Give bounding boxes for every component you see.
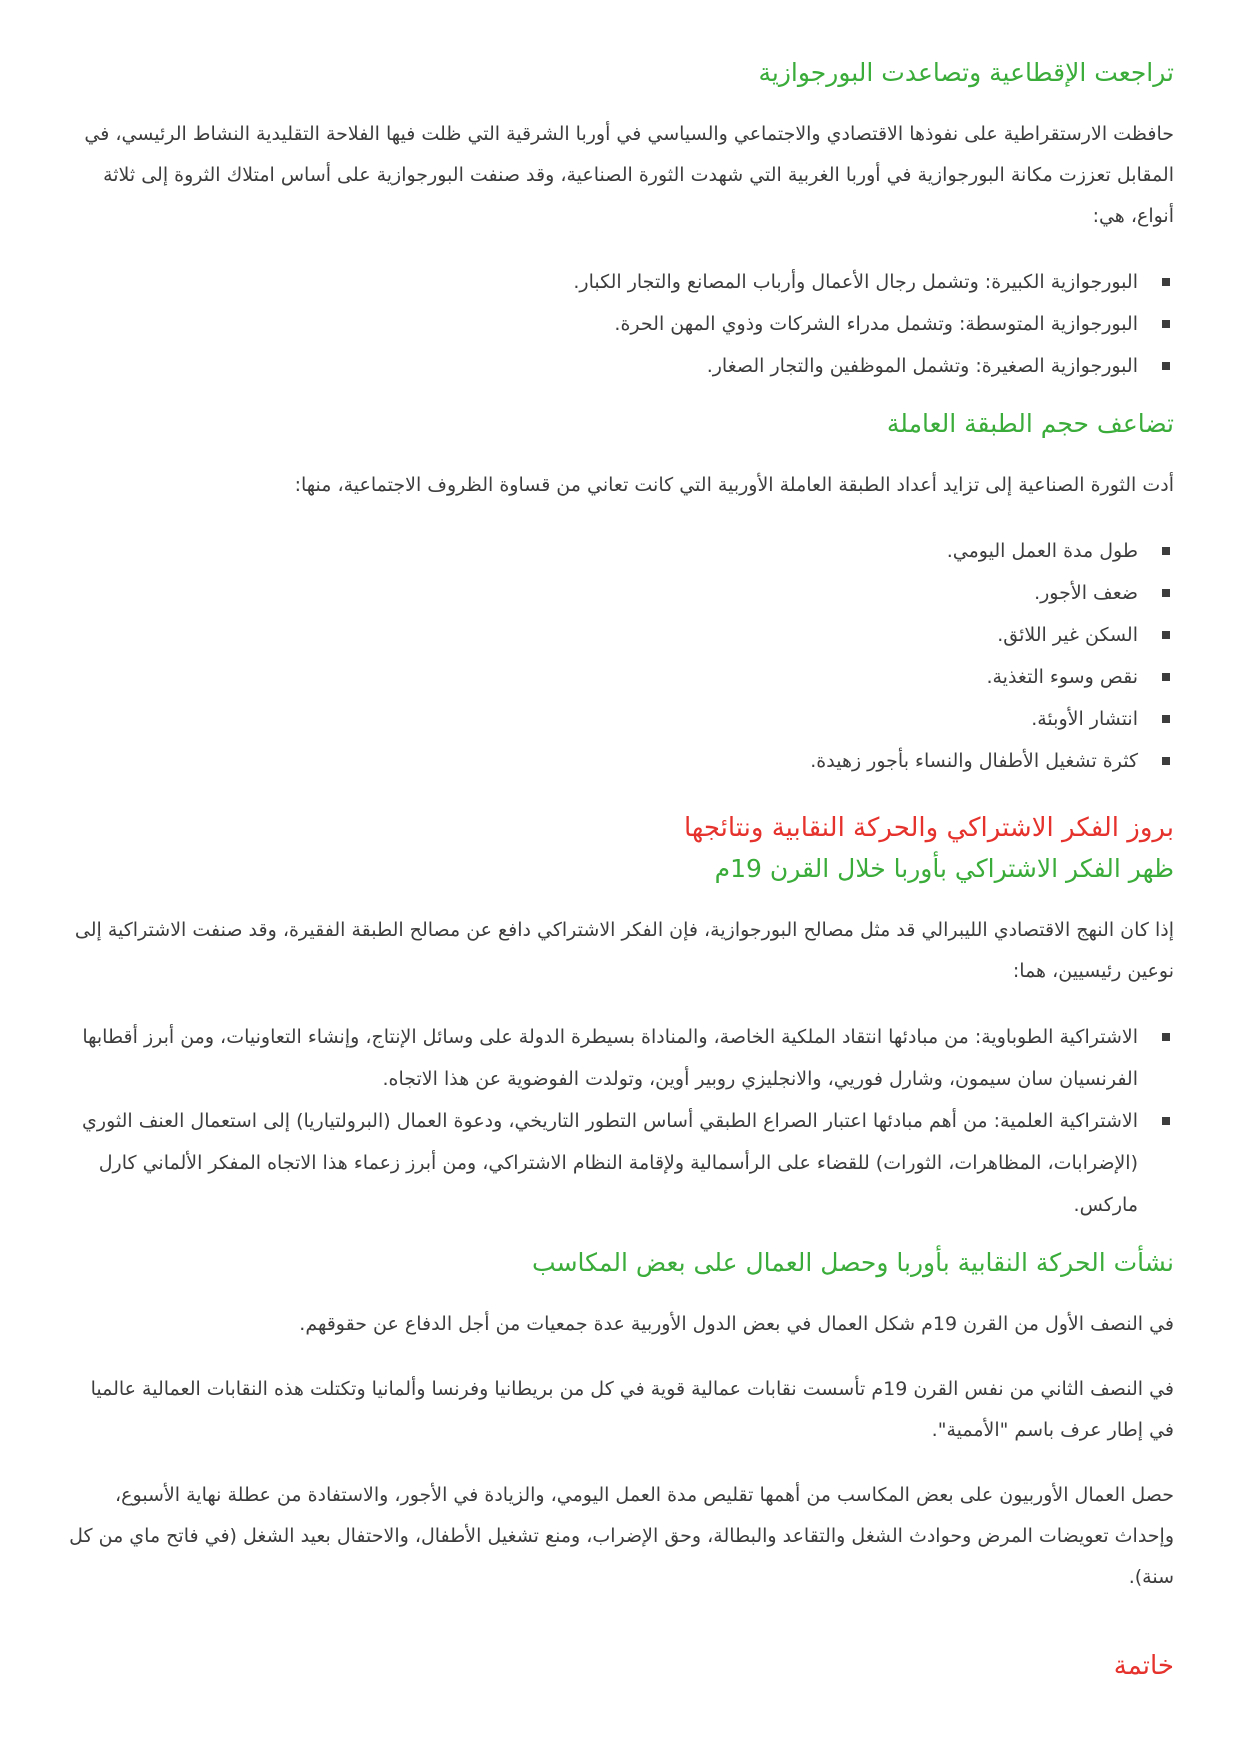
paragraph-workers-gains: حصل العمال الأوربيون على بعض المكاسب من أهمها تقليص مدة العمل اليومي، والزيادة في الأجور، والاستفادة من عطلة نهاية الأسبوع، وإحداث تعويضات المرض وحوادث الشغل والتقاعد والبطالة، وحق الإضراب، ومنع تشغيل الأطفال، والاحتفال بعيد الشغل (في فاتح ماي من كل سنة). — [69, 1484, 1174, 1588]
bourgeoisie-list — [60, 261, 1174, 387]
square-bullet-icon — [1162, 631, 1170, 639]
list-item: نقص وسوء التغذية. — [60, 656, 1174, 698]
square-bullet-icon — [1162, 320, 1170, 328]
list-item: الاشتراكية العلمية: من أهم مبادئها اعتبار الصراع الطبقي أساس التطور التاريخي، ودعوة العمال (البرولتياريا) إلى استعمال العنف الثوري (الإضرابات، المظاهرات، الثورات) للقضاء على الرأسمالية ولإقامة النظام الاشتراكي، ومن أبرز زعماء هذا الاتجاه المفكر الألماني كارل ماركس. — [60, 1100, 1174, 1226]
spacer — [60, 798, 1174, 808]
list-item: البورجوازية الكبيرة: وتشمل رجال الأعمال وأرباب المصانع والتجار الكبار. — [60, 261, 1174, 303]
main-heading-socialism: بروز الفكر الاشتراكي والحركة النقابية ونتائجها — [683, 813, 1174, 843]
square-bullet-icon — [1162, 715, 1170, 723]
square-bullet-icon — [1162, 278, 1170, 286]
square-bullet-icon — [1162, 589, 1170, 597]
list-item: البورجوازية المتوسطة: وتشمل مدراء الشركات وذوي المهن الحرة. — [60, 303, 1174, 345]
list-item: كثرة تشغيل الأطفال والنساء بأجور زهيدة. — [60, 740, 1174, 782]
section-heading-working-class: تضاعف حجم الطبقة العاملة — [886, 409, 1174, 438]
section-heading-socialist-thought: ظهر الفكر الاشتراكي بأوربا خلال القرن 19م — [714, 854, 1174, 883]
list-item: البورجوازية الصغيرة: وتشمل الموظفين والتجار الصغار. — [60, 345, 1174, 387]
paragraph-first-half-19c: في النصف الأول من القرن 19م شكل العمال في بعض الدول الأوربية عدة جمعيات من أجل الدفاع عن حقوقهم. — [299, 1313, 1174, 1335]
paragraph-industrial-revolution: أدت الثورة الصناعية إلى تزايد أعداد الطبقة العاملة الأوربية التي كانت تعاني من قساوة الظروف الاجتماعية، منها: — [294, 474, 1174, 496]
list-item: ضعف الأجور. — [60, 572, 1174, 614]
paragraph-second-half-19c: في النصف الثاني من نفس القرن 19م تأسست نقابات عمالية قوية في كل من بريطانيا وفرنسا وألمانيا وتكتلت هذه النقابات العمالية عالميا في إطار عرف باسم "الأممية". — [90, 1378, 1174, 1441]
section-heading-trade-unions: نشأت الحركة النقابية بأوربا وحصل العمال على بعض المكاسب — [532, 1248, 1174, 1277]
square-bullet-icon — [1162, 757, 1170, 765]
list-item: السكن غير اللائق. — [60, 614, 1174, 656]
square-bullet-icon — [1162, 1033, 1170, 1041]
working-conditions-list — [60, 530, 1174, 782]
square-bullet-icon — [1162, 547, 1170, 555]
conclusion-heading: خاتمة — [1113, 1651, 1174, 1681]
square-bullet-icon — [1162, 362, 1170, 370]
list-item: طول مدة العمل اليومي. — [60, 530, 1174, 572]
paragraph-aristocracy: حافظت الارستقراطية على نفوذها الاقتصادي والاجتماعي والسياسي في أوربا الشرقية التي ظلت فيها الفلاحة التقليدية النشاط الرئيسي، في المقابل تعززت مكانة البورجوازية في أوربا الغربية التي شهدت الثورة الصناعية، وقد صنفت البورجوازية على أساس امتلاك الثروة إلى ثلاثة أنواع، هي: — [84, 123, 1174, 227]
section-heading-feudalism: تراجعت الإقطاعية وتصاعدت البورجوازية — [758, 58, 1174, 87]
list-item: الاشتراكية الطوباوية: من مبادئها انتقاد الملكية الخاصة، والمناداة بسيطرة الدولة على وسائل الإنتاج، وإنشاء التعاونيات، ومن أبرز أقطابها الفرنسيان سان سيمون، وشارل فوريي، والانجليزي روبير أوين، وتولدت الفوضوية عن هذا الاتجاه. — [60, 1016, 1174, 1100]
socialism-types-list — [60, 1016, 1174, 1226]
square-bullet-icon — [1162, 673, 1170, 681]
square-bullet-icon — [1162, 1117, 1170, 1125]
spacer — [60, 1622, 1174, 1646]
list-item: انتشار الأوبئة. — [60, 698, 1174, 740]
paragraph-liberal-vs-socialist: إذا كان النهج الاقتصادي الليبرالي قد مثل مصالح البورجوازية، فإن الفكر الاشتراكي دافع عن مصالح الطبقة الفقيرة، وقد صنفت الاشتراكية إلى نوعين رئيسيين، هما: — [74, 919, 1174, 982]
